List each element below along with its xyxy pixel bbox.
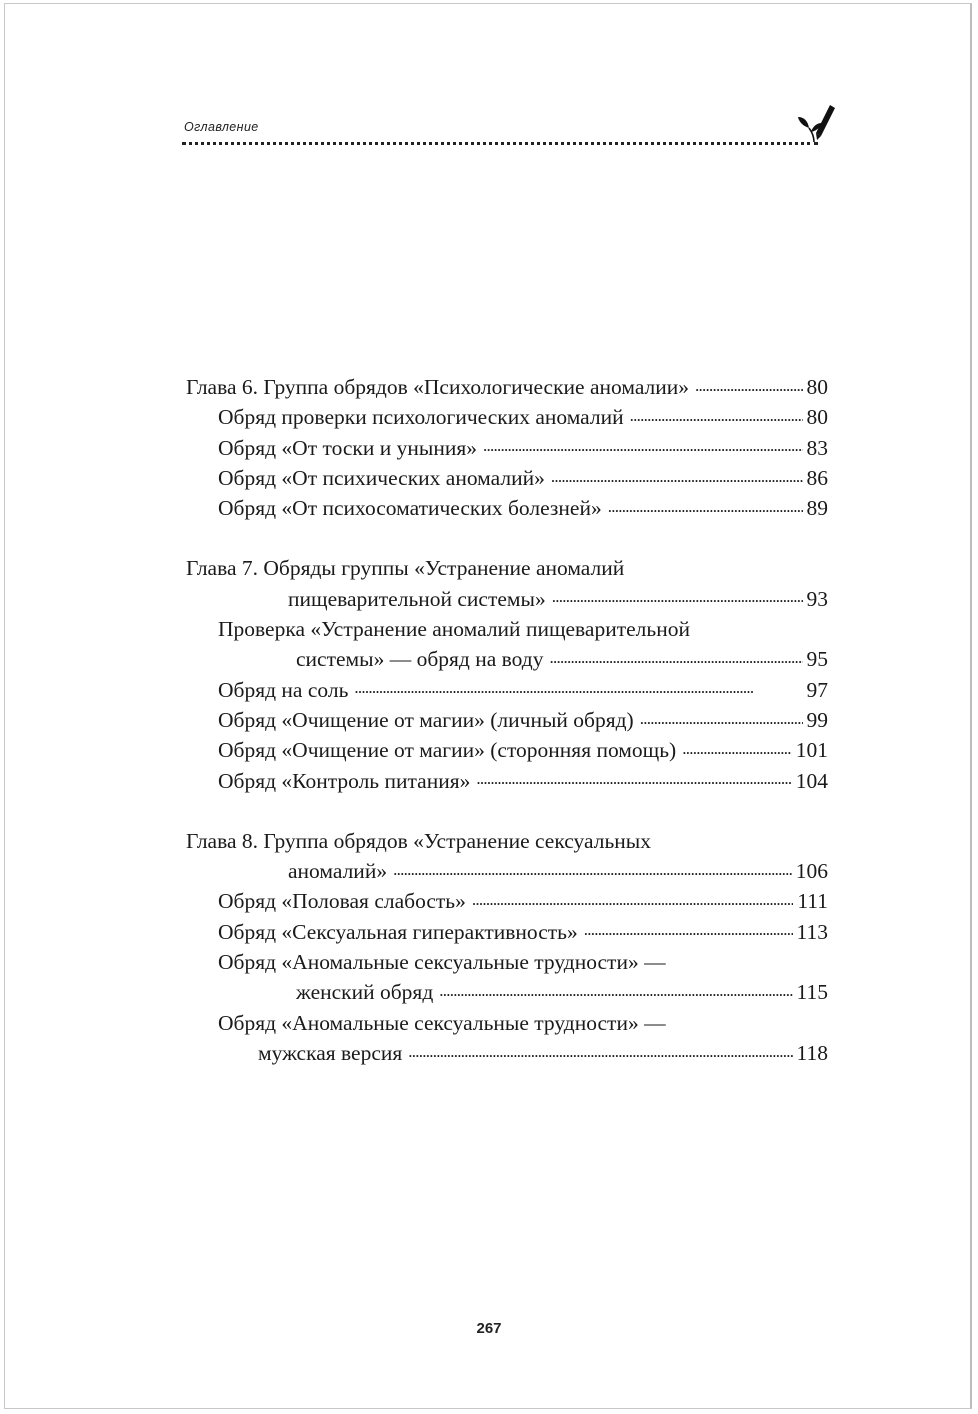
header-dotted-rule	[182, 142, 818, 145]
toc-entry-title-line2: системы» — обряд на воду	[296, 647, 544, 672]
toc-entry[interactable]	[186, 402, 828, 432]
toc-entry[interactable]	[186, 947, 828, 1008]
running-title: Оглавление	[184, 120, 259, 134]
toc-leader-dots	[640, 705, 803, 727]
toc-leader-dots	[472, 887, 793, 909]
toc-page-number: 93	[806, 586, 828, 611]
toc-page-number: 115	[796, 980, 828, 1005]
toc-page-number: 97	[806, 677, 828, 702]
toc-entry-title: Обряд «От тоски и уныния»	[218, 435, 477, 460]
toc-entry[interactable]	[186, 886, 828, 916]
toc-leader-dots	[549, 645, 802, 667]
toc-chapter-entry[interactable]	[186, 553, 828, 614]
toc-leader-dots	[354, 675, 802, 697]
toc-leader-dots	[393, 857, 792, 879]
toc-entry-title: Обряд «Сексуальная гиперактивность»	[218, 919, 578, 944]
toc-entry[interactable]	[186, 675, 828, 705]
toc-entry[interactable]	[186, 433, 828, 463]
toc-leader-dots	[695, 373, 802, 395]
toc-leader-dots	[552, 584, 803, 606]
toc-page-number: 106	[795, 859, 828, 884]
pen-icon	[816, 105, 835, 140]
toc-entry-title: Глава 6. Группа обрядов «Психологические аномалии»	[186, 375, 690, 399]
toc-leader-dots	[608, 494, 803, 516]
toc-page-number: 99	[806, 707, 828, 732]
toc-page-number: 80	[806, 375, 828, 399]
toc-chapter-entry[interactable]	[186, 826, 828, 887]
toc-page-number: 118	[796, 1040, 828, 1065]
table-of-contents	[186, 372, 828, 1068]
toc-page-number: 95	[806, 647, 828, 672]
toc-leader-dots	[476, 766, 791, 788]
toc-entry-title-line1: Глава 8. Группа обрядов «Устранение сексуальных	[186, 828, 651, 853]
toc-page-number: 83	[806, 435, 828, 460]
toc-entry[interactable]	[186, 705, 828, 735]
toc-entry[interactable]	[186, 493, 828, 523]
toc-page-number: 80	[806, 405, 828, 430]
toc-leader-dots	[483, 433, 803, 455]
toc-entry-title: Обряд «Половая слабость»	[218, 889, 466, 914]
toc-entry[interactable]	[186, 766, 828, 796]
toc-entry-title: Обряд «От психосоматических болезней»	[218, 496, 602, 521]
toc-entry[interactable]	[186, 463, 828, 493]
toc-leader-dots	[584, 917, 793, 939]
toc-section-chapter-6	[186, 372, 828, 523]
toc-chapter-entry[interactable]	[186, 372, 828, 402]
toc-entry-title: Обряд «Очищение от магии» (сторонняя помощь)	[218, 738, 677, 763]
toc-entry-title: Обряд «Контроль питания»	[218, 768, 471, 793]
toc-leader-dots	[408, 1038, 792, 1060]
toc-leader-dots	[630, 403, 803, 425]
toc-leader-dots	[682, 736, 792, 758]
toc-entry-title-line1: Глава 7. Обряды группы «Устранение аномалий	[186, 556, 625, 581]
toc-page-number: 104	[795, 768, 828, 793]
toc-page-number: 111	[797, 889, 828, 914]
toc-entry[interactable]	[186, 614, 828, 675]
toc-entry-title-line2: аномалий»	[288, 859, 388, 884]
toc-entry-title: Обряд «Очищение от магии» (личный обряд)	[218, 707, 634, 732]
toc-page-number: 89	[806, 496, 828, 521]
toc-entry-title: Обряд на соль	[218, 677, 349, 702]
toc-entry[interactable]	[186, 1008, 828, 1069]
page-number: 267	[476, 1320, 502, 1337]
toc-page-number: 113	[796, 919, 828, 944]
toc-entry-title-line2: мужская версия	[258, 1040, 403, 1065]
pen-with-sprout-icon	[792, 100, 836, 144]
toc-entry-title-line1: Обряд «Аномальные сексуальные трудности» —	[218, 1010, 666, 1035]
toc-entry-title-line2: женский обряд	[296, 980, 434, 1005]
toc-page-number: 101	[795, 738, 828, 763]
toc-section-chapter-8	[186, 826, 828, 1068]
toc-entry-title-line1: Обряд «Аномальные сексуальные трудности» —	[218, 950, 666, 975]
toc-section-chapter-7	[186, 553, 828, 795]
toc-entry-title-line1: Проверка «Устранение аномалий пищеварительной	[218, 617, 690, 642]
toc-entry[interactable]	[186, 735, 828, 765]
toc-entry-title: Обряд «От психических аномалий»	[218, 465, 545, 490]
toc-entry[interactable]	[186, 917, 828, 947]
toc-page-number: 86	[806, 465, 828, 490]
toc-entry-title: Обряд проверки психологических аномалий	[218, 405, 624, 430]
toc-leader-dots	[439, 978, 792, 1000]
toc-leader-dots	[551, 463, 803, 485]
toc-entry-title-line2: пищеварительной системы»	[288, 586, 546, 611]
